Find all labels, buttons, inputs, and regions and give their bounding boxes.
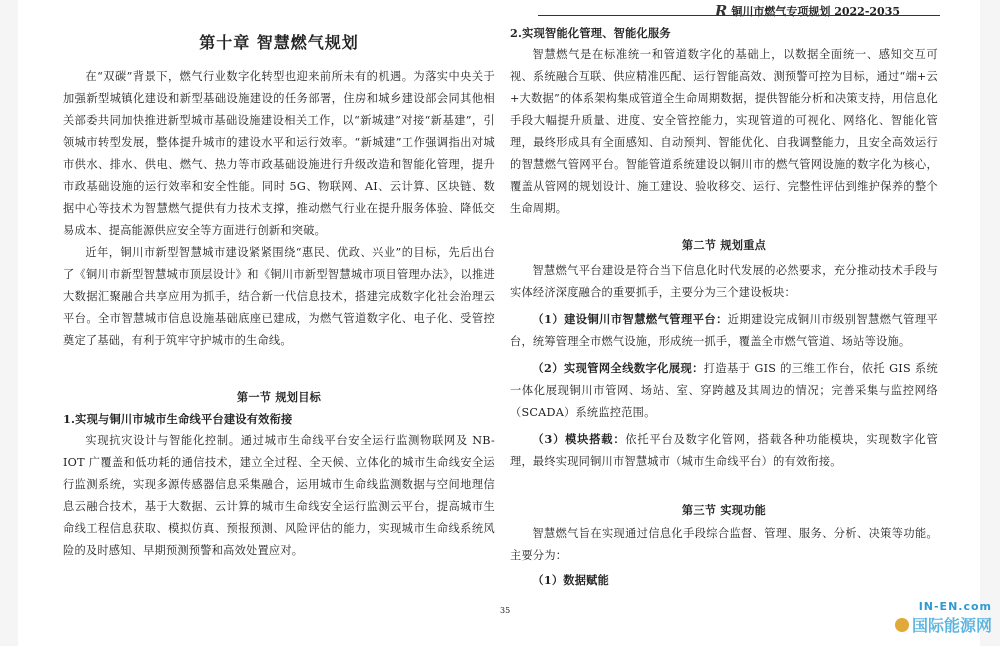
watermark <box>895 600 992 636</box>
header-logo-icon: R <box>714 2 728 20</box>
list-item-2 <box>510 357 938 424</box>
watermark-bottom: 国际能源网 <box>911 616 992 635</box>
chapter-title: 第十章 智慧燃气规划 <box>199 33 359 52</box>
subsection-1-heading: 1.实现与铜川市城市生命线平台建设有效衔接 <box>63 412 293 426</box>
list-item-3 <box>510 428 938 473</box>
list-item-1-label: （1）建设铜川市智慧燃气管理平台： <box>532 312 728 326</box>
section-1-heading: 第一节 规划目标 <box>236 390 322 404</box>
list-item-1-text: 近期建设完成铜川市级别智慧燃气管理平台，统筹管理全市燃气设施，形成统一抓手，覆盖全市燃气管道、场站等设施。 <box>510 313 938 348</box>
right-column <box>510 0 938 591</box>
subsection-2-paragraph: 智慧燃气是在标准统一和管道数字化的基础上，以数据全面统一、感知交互可视、系统融合互联、供应精准匹配、运行智能高效、测预警可控为目标，通过“端+云+大数据”的体系架构集成管道全生命周期数据，提供智能分析和决策支持，用信息化手段大幅提升质量、进度、安全管控能力，实现管道的可视化、网络化、智能化管理，最终形成具有全面感知、自动预判、智能优化、自我调整能力，且安全高效运行的智慧燃气管网平台。智能管道系统建设以铜川市的燃气管网设施的数字化为核心，覆盖从管网的规划设计、施工建设、验收移交、运行、完整性评估到维护保养的整个生命周期。 <box>510 48 938 215</box>
list-item-3-label: （3）模块搭载： <box>532 432 626 446</box>
list-item-2-label: （2）实现管网全线数字化展现： <box>532 361 704 375</box>
page-number: 35 <box>500 606 511 615</box>
subsection-1-paragraph: 实现抗灾设计与智能化控制。通过城市生命线平台安全运行监测物联网及 NB-IOT 广覆盖和低功耗的通信技术，建立全过程、全天候、立体化的城市生命线安全运行监测系统，实现多源传感器信息采集融合，运用城市生命线监测数据与空间地理信息云融合技术，基于大数据、云计算的城市生命线安全运行监测云平台，提高城市生命线工程信息获取、模拟仿真、预报预测、风险评估的能力，实现城市生命线系统风险的及时感知、早期预测预警和高效处置应对。 <box>63 434 495 557</box>
section-2-intro: 智慧燃气平台建设是符合当下信息化时代发展的必然要求，充分推动技术手段与实体经济深度融合的重要抓手，主要分为三个建设板块： <box>510 264 938 299</box>
left-column <box>63 0 495 562</box>
watermark-logo-icon <box>895 618 909 632</box>
section-3-heading: 第三节 实现功能 <box>681 503 767 517</box>
list-item-4: （1）数据赋能 <box>532 573 610 587</box>
list-item-3-text: 依托平台及数字化管网，搭载各种功能模块，实现数字化管理，最终实现同铜川市智慧城市（城市生命线平台）的有效衔接。 <box>510 433 938 468</box>
section-3-paragraph: 智慧燃气旨在实现通过信息化手段综合监督、管理、服务、分析、决策等功能。主要分为： <box>510 527 938 562</box>
header-text: 铜川市燃气专项规划 2022-2035 <box>731 5 900 18</box>
list-item-1 <box>510 308 938 353</box>
document-page <box>18 0 980 646</box>
watermark-top: IN-EN.com <box>918 600 992 613</box>
section-2-heading: 第二节 规划重点 <box>681 238 767 252</box>
list-item-2-text: 打造基于 GIS 的三维工作台，依托 GIS 系统一体化展现铜川市管网、场站、室、穿跨越及其周边的情况；完善采集与监控网络（SCADA）系统监控范围。 <box>510 362 938 419</box>
subsection-2-heading: 2.实现智能化管理、智能化服务 <box>510 26 671 40</box>
intro-paragraph-2: 近年，铜川市新型智慧城市建设紧紧围绕“惠民、优政、兴业”的目标，先后出台了《铜川市新型智慧城市顶层设计》和《铜川市新型智慧城市项目管理办法》，以推进大数据汇聚融合共享应用为抓手，结合新一代信息技术，搭建完成数字化社会治理云平台。全市智慧城市信息设施基础底座已建成，为燃气管道数字化、电子化、受管控奠定了基础，有利于筑牢守护城市的生命线。 <box>63 246 495 347</box>
intro-paragraph-1: 在“双碳”背景下，燃气行业数字化转型也迎来前所未有的机遇。为落实中央关于加强新型城镇化建设和新型基础设施建设的任务部署，住房和城乡建设部会同其他相关部委共同加快推进新型城市基础设施建设相关工作，以“新城建”对接“新基建”，引领城市转型发展，整体提升城市的建设水平和运行效率。“新城建”工作强调指出对城市供水、排水、供电、燃气、热力等市政基础设施进行升级改造和智能化管理，提升市政基础设施的运行效率和安全性能。同时 5G、物联网、AI、云计算、区块链、数据中心等技术为智慧燃气提供有力技术支撑，推动燃气行业在提升服务体验、降低交易成本、提高能源供应安全等方面进行创新和突破。 <box>63 70 495 237</box>
